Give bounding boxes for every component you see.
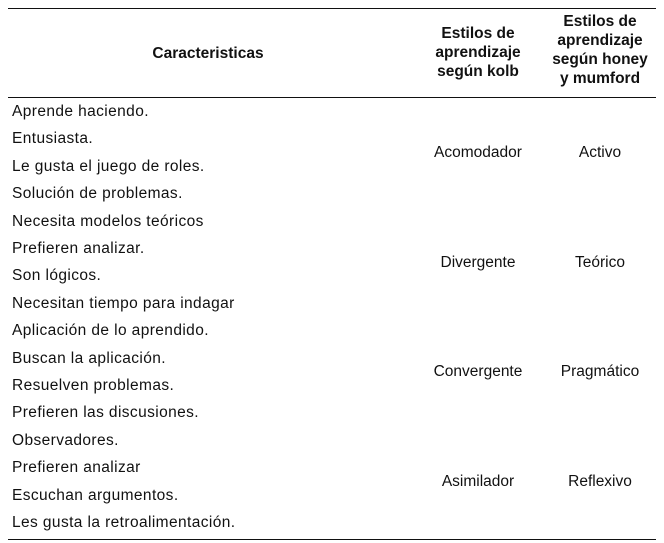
characteristic-item: Observadores. bbox=[12, 431, 119, 449]
characteristic-item: Prefieren las discusiones. bbox=[12, 404, 200, 422]
header-hm-line: aprendizaje bbox=[557, 32, 643, 49]
characteristic-item: Necesitan tiempo para indagar bbox=[12, 294, 235, 312]
kolb-style-cell: Acomodador bbox=[434, 144, 522, 161]
characteristic-item: Necesita modelos teóricos bbox=[12, 212, 204, 230]
header-hm-line: Estilos de bbox=[563, 13, 637, 30]
characteristics-list bbox=[12, 427, 236, 537]
characteristic-item: Buscan la aplicación. bbox=[12, 349, 167, 367]
characteristic-item: Solución de problemas. bbox=[12, 185, 183, 203]
honey-mumford-style-cell: Pragmático bbox=[560, 363, 640, 381]
header-kolb-line: según kolb bbox=[437, 63, 519, 80]
characteristic-item: Son lógicos. bbox=[12, 267, 102, 285]
characteristic-item: Entusiasta. bbox=[12, 130, 94, 148]
kolb-style-cell: Divergente bbox=[440, 253, 516, 271]
characteristic-item: Prefieren analizar. bbox=[12, 239, 145, 257]
header-kolb-line: Estilos de bbox=[441, 25, 515, 42]
header-honey-mumford bbox=[544, 12, 656, 88]
header-hm-line: según honey bbox=[552, 51, 648, 68]
characteristics-list bbox=[12, 208, 235, 318]
characteristic-item: Resuelven problemas. bbox=[12, 376, 175, 394]
header-hm-line: y mumford bbox=[559, 70, 641, 87]
characteristic-item: Les gusta la retroalimentación. bbox=[12, 513, 236, 531]
honey-mumford-style-cell: Activo bbox=[578, 144, 622, 161]
honey-mumford-style-cell: Reflexivo bbox=[568, 472, 632, 490]
kolb-style-cell: Asimilador bbox=[441, 472, 515, 490]
header-kolb-line: aprendizaje bbox=[435, 44, 521, 61]
characteristics-list bbox=[12, 98, 205, 208]
characteristic-item: Le gusta el juego de roles. bbox=[12, 157, 205, 175]
characteristic-item: Escuchan argumentos. bbox=[12, 486, 179, 504]
kolb-style-cell: Convergente bbox=[433, 363, 523, 381]
bottom-rule bbox=[8, 539, 656, 540]
top-rule bbox=[8, 8, 656, 9]
characteristic-item: Aplicación de lo aprendido. bbox=[12, 322, 209, 340]
header-characteristics bbox=[8, 44, 408, 63]
header-kolb bbox=[412, 24, 544, 81]
characteristic-item: Aprende haciendo. bbox=[12, 103, 149, 120]
honey-mumford-style-cell: Teórico bbox=[575, 253, 625, 271]
characteristics-list bbox=[12, 317, 209, 427]
header-characteristics-label: Caracteristicas bbox=[152, 45, 264, 62]
characteristic-item: Prefieren analizar bbox=[12, 459, 141, 477]
